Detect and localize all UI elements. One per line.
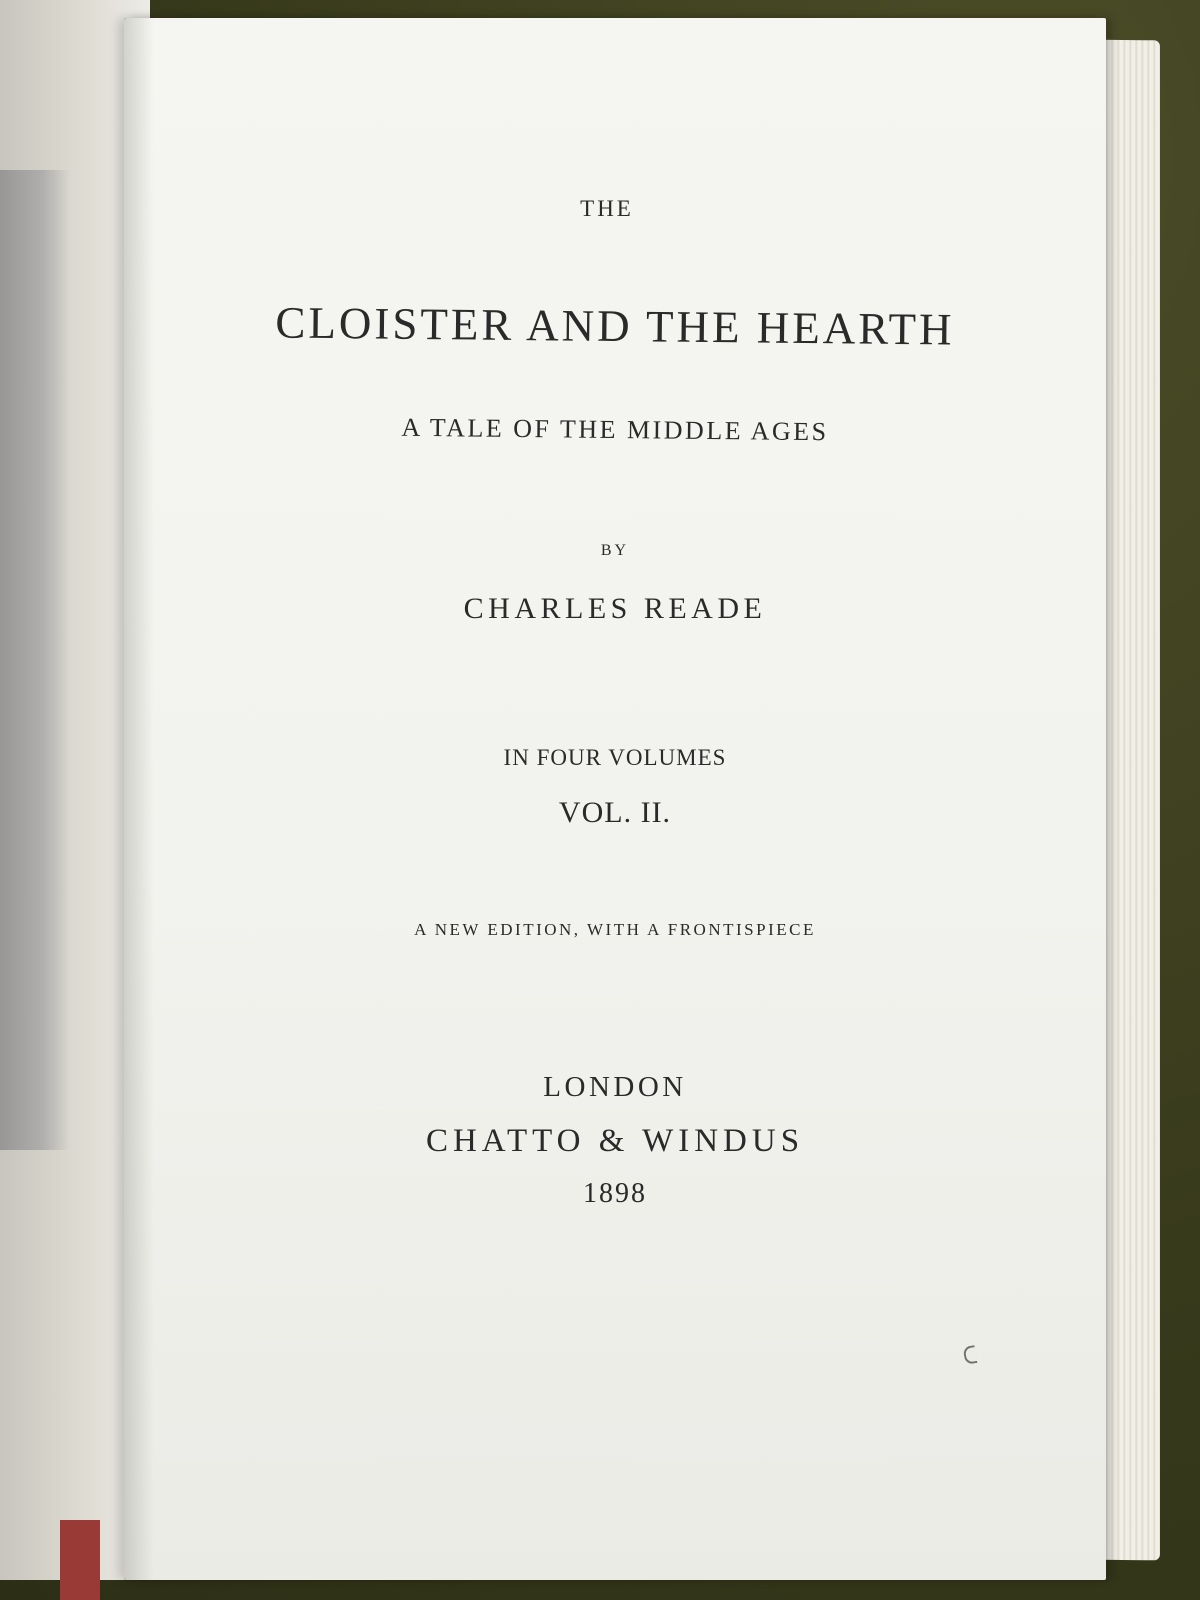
byline-label: BY [600,542,630,559]
publication-city: LONDON [543,1071,687,1103]
pencil-mark [963,1345,978,1365]
book-binding-edge [60,1520,100,1600]
title-article: THE [580,196,634,221]
publisher-name: CHATTO & WINDUS [425,1123,805,1159]
publication-year: 1898 [583,1178,647,1209]
title-page [124,18,1106,1580]
left-page-shadow [0,170,70,1150]
author-name: CHARLES READE [463,592,767,625]
volume-count: IN FOUR VOLUMES [503,745,727,770]
edition-note: A NEW EDITION, WITH A FRONTISPIECE [414,920,816,939]
volume-number: VOL. II. [558,796,672,829]
book-title: CLOISTER AND THE HEARTH [275,297,955,355]
book-subtitle: A TALE OF THE MIDDLE AGES [401,412,829,447]
